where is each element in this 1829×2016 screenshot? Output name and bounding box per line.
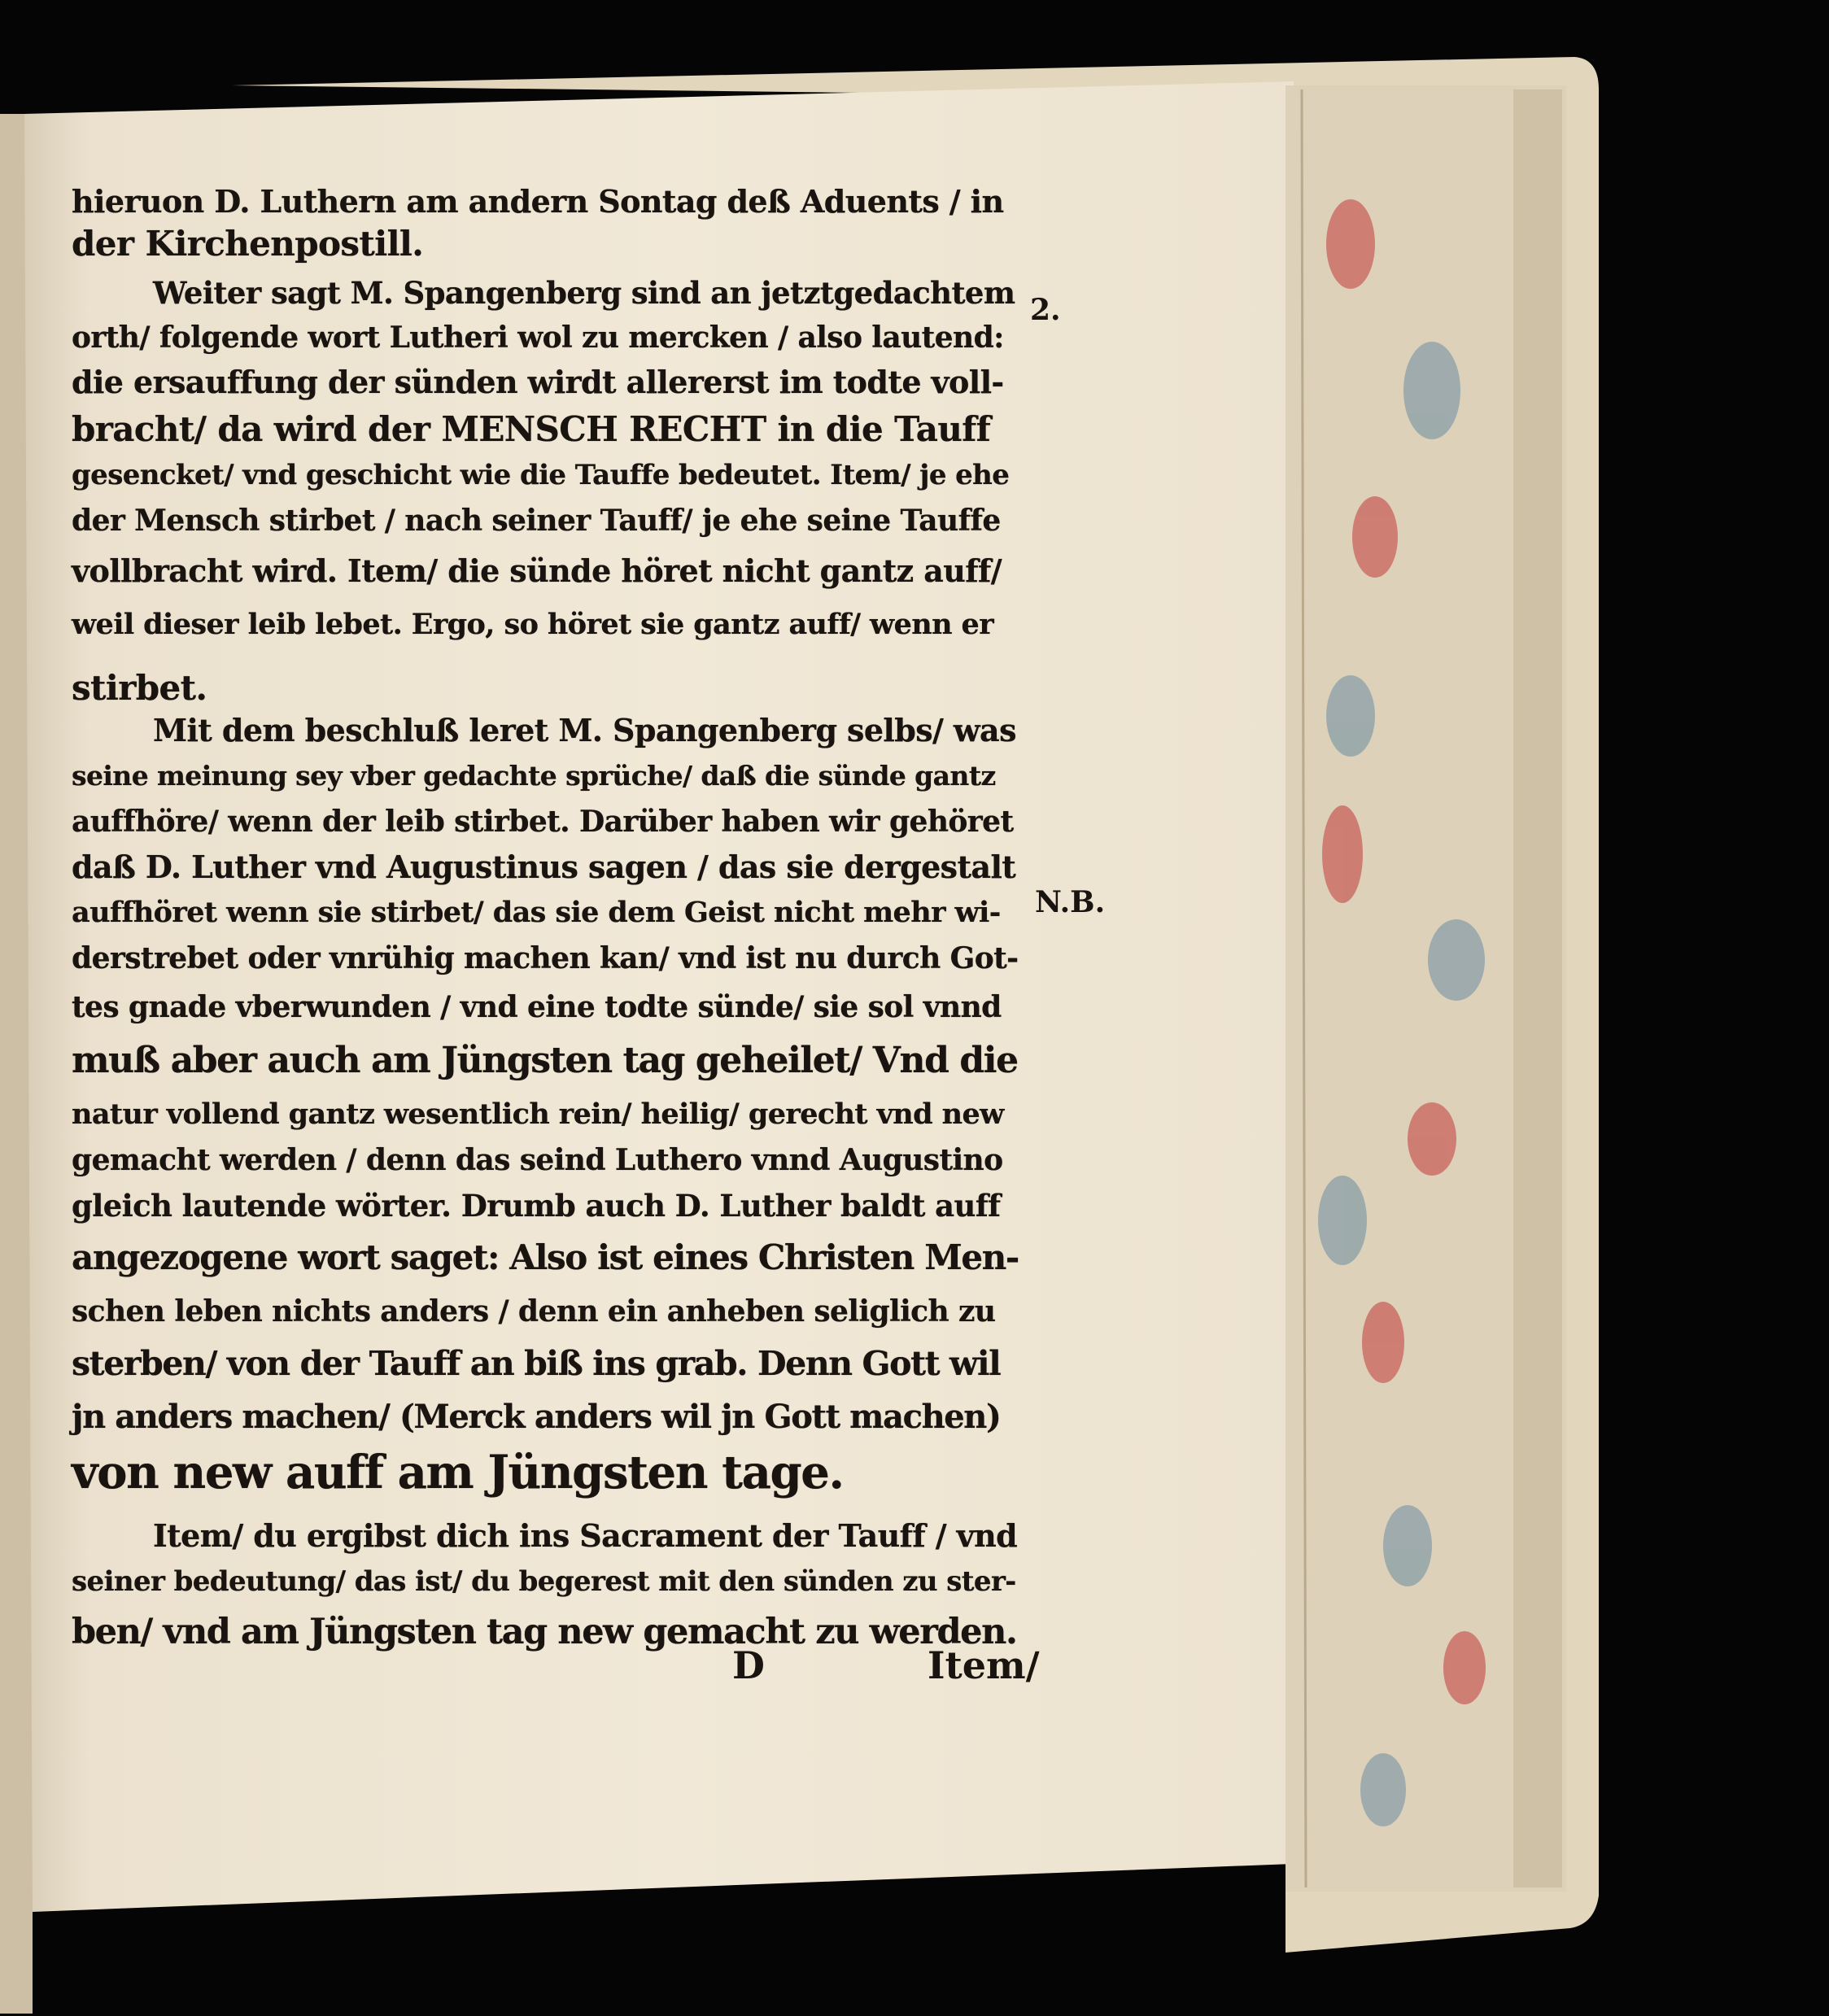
text-line: stirbet.: [72, 668, 207, 708]
text-line: schen leben nichts anders / denn ein anheben seliglich zu: [72, 1294, 996, 1329]
text-line: der Kirchenpostill.: [72, 224, 424, 264]
margin-note-number: 2.: [1030, 293, 1061, 327]
text-line: jn anders machen/ (Merck anders wil jn Gott machen): [72, 1398, 1001, 1436]
catchword: Item/: [928, 1643, 1040, 1687]
text-line: muß aber auch am Jüngsten tag geheilet/ Vnd die: [72, 1040, 1018, 1081]
text-line: orth/ folgende wort Lutheri wol zu mercken / also lautend:: [72, 321, 1004, 355]
text-line: tes gnade vberwunden / vnd eine todte sünde/ sie sol vnnd: [72, 990, 1002, 1024]
text-line: seine meinung sey vber gedachte sprüche/ daß die sünde gantz: [72, 760, 996, 792]
text-line: Mit dem beschluß leret M. Spangenberg selbs/ was: [153, 712, 1016, 748]
text-line: vollbracht wird. Item/ die sünde höret nicht gantz auff/: [72, 552, 1002, 589]
text-line: sterben/ von der Tauff an biß ins grab. Denn Gott wil: [72, 1344, 1001, 1383]
signature-mark: D: [732, 1643, 765, 1687]
text-line: die ersauffung der sünden wirdt allererst im todte voll-: [72, 364, 1004, 400]
text-line: weil dieser leib lebet. Ergo, so höret sie gantz auff/ wenn er: [72, 608, 994, 641]
text-line: Item/ du ergibst dich ins Sacrament der Tauff / vnd: [153, 1517, 1018, 1554]
text-line: von new auff am Jüngsten tage.: [72, 1446, 844, 1499]
text-line: angezogene wort saget: Also ist eines Christen Men-: [72, 1237, 1019, 1277]
fore-edge-shade: [1513, 89, 1562, 1887]
text-line: gleich lautende wörter. Drumb auch D. Luther baldt auff: [72, 1188, 1001, 1224]
text-line: seiner bedeutung/ das ist/ du begerest mit den sünden zu ster-: [72, 1565, 1016, 1598]
text-line: daß D. Luther vnd Augustinus sagen / das sie dergestalt: [72, 849, 1016, 885]
text-line: gemacht werden / denn das seind Luthero vnnd Augustino: [72, 1143, 1003, 1177]
text-line: gesencket/ vnd geschicht wie die Tauffe bedeutet. Item/ je ehe: [72, 459, 1010, 491]
text-line: Weiter sagt M. Spangenberg sind an jetztgedachtem: [153, 275, 1015, 311]
margin-note-nota-bene: N.B.: [1035, 885, 1106, 919]
text-line: auffhöret wenn sie stirbet/ das sie dem Geist nicht mehr wi-: [72, 896, 1001, 929]
text-line: hieruon D. Luthern am andern Sontag deß Aduents / in: [72, 183, 1004, 220]
text-line: der Mensch stirbet / nach seiner Tauff/ je ehe seine Tauffe: [72, 504, 1001, 538]
text-line: bracht/ da wird der MENSCH RECHT in die Tauff: [72, 409, 991, 449]
text-line: derstrebet oder vnrühig machen kan/ vnd ist nu durch Got-: [72, 941, 1019, 975]
text-line: natur vollend gantz wesentlich rein/ heilig/ gerecht vnd new: [72, 1097, 1004, 1131]
text-line: auffhöre/ wenn der leib stirbet. Darüber haben wir gehöret: [72, 805, 1014, 839]
text-line: ben/ vnd am Jüngsten tag new gemacht zu werden.: [72, 1612, 1017, 1652]
